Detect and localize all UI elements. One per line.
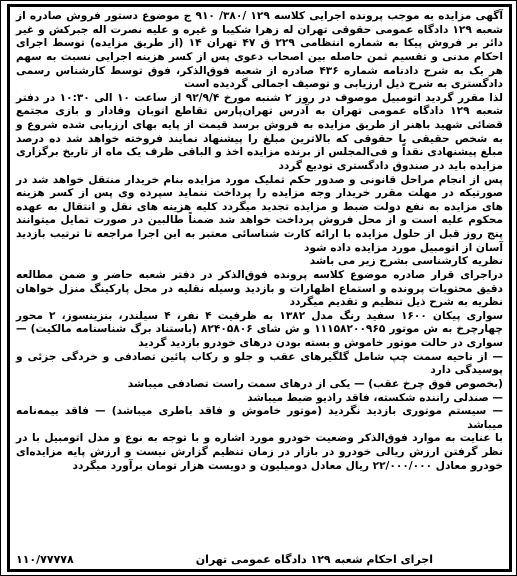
notice-footer [16, 553, 503, 567]
notice-paragraph: نظریه کارشناسی بشرح زیر می باشد [309, 255, 503, 268]
notice-paragraph: لذا مقرر گردید اتومبیل موصوف در روز ۲ شنبه مورخ ۹۲/۹/۴ از ساعت ۱۰ الی ۱۰:۳۰ در دفتر شعبه ۱۲۹ دادگاه عمومی تهران به آدرس تهران‌پارس تقاطع اتوبان وفادار و بازی مجتمع قضائی شهید باهنر از طریق مزایده به فروش برسد قیمت از پایه بهای ارزیابی شده شروع و به شخص حقیقی یا حقوقی که بالاترین مبلغ را پیشنهاد نمایند فروخته خواهد شد ده درصد مبلغ پیشنهادی نقداً و فی‌المجلس از برنده مزایده اخذ و الباقی ظرف یک ماه از تاریخ برگزاری مزایده باید در صندوق دادگستری تودیع گردد [16, 91, 504, 172]
notice-paragraph: (بخصوص فوق چرخ عقب) — یکی از درهای سمت راست تصادفی میباشد [127, 377, 503, 390]
reference-number: ۱۱۰/۷۷۷۷۸ [16, 553, 74, 566]
issuer-name: اجرای احکام شعبه ۱۲۹ دادگاه عمومی تهران [195, 553, 433, 566]
auction-notice-box [7, 4, 512, 572]
notice-paragraph: سواری پیکان ۱۶۰۰ سفید رنگ مدل ۱۳۸۲ به ظرفیت ۴ نفر، ۴ سیلندر، بنزینسوز، ۲ محور چهارچرخ به ش موتور ۱۱۱۵۸۲۰۰۹۶۵ و ش شای ۸۲۴۰۵۸۰۶ (باستناد برگ شناسنامه مالکیت) — سواری در حالت موتور خاموش و بسته بودن درهای خودرو بازدید گردید [16, 309, 504, 349]
notice-paragraph: دراجرای قرار صادره موضوع کلاسه پرونده فوق‌الذکر در دفتر شعبه حاضر و ضمن مطالعه دقیق محتویات پرونده و استماع اظهارات و بازدید وسیله نقلیه در محل پارکینگ منزل خواهان نظریه به شرح ذیل تنظیم و تقدیم میگردد [16, 268, 503, 309]
notice-paragraph: پس از انجام مراحل قانونی و صدور حکم تملیک مورد مزایده بنام خریدار منتقل خواهد شد در صورتیکه در مهلت مقرر خریدار وجه مزایده را پرداخت ننماید سپرده وی پس از کسر هزینه های مزایده به نفع دولت ضبط و مزایده تجدید میگردد کلیه هزینه های نقل و انتقال به عهده محکوم علیه است و از محل فروش پرداخت خواهد شد ضمناً طالبین در صورت تمایل میتوانند پنج روز قبل از حلول مزایده با ارائه کارت شناسائی معتبر به این اجرا مراجعه تا ترتیب بازدید آسان از اتومبیل مورد مزایده داده شود [16, 173, 503, 254]
notice-paragraph: آگهی مزایده به موجب پرونده اجرایی کلاسه ۱۲۹ /۳۸۰/ ۹۱۰ ج موضوع دستور فروش صادره از شعبه ۱۲۹ دادگاه عمومی حقوقی تهران له زهرا شکیبا و غیره و علیه نصرت اله جبرکش و غیر دائر بر فروش پیکا به شماره انتظامی ۲۲۹ ق ۴۷ تهران ۱۴ (از طریق مزایده) توسط اجرای احکام مدنی و تقسیم ثمن حاصله بین اصحاب دعوی پس از کسر هزینه اجرایی نسبت به سهم هر یک به شرح دادنامه شماره ۴۳۶ صادره از شعبه فوق‌الذکر، فوق توسط کارشناس رسمی دادگستری به شرح ذیل ارزیابی و توصیف اجمالی گردیده است [16, 10, 503, 91]
notice-paragraph: — از ناحیه سمت چپ شامل گلگیرهای عقب و جلو و رکاب پائین تصادفی و خردگی جزئی و پوسیدگی دارد [16, 350, 503, 377]
notice-paragraph: — سیستم موتوری بازدید نگردید (موتور خاموش و فاقد باطری میباشد) — فاقد بیمه‌نامه میباشد [16, 405, 503, 431]
notice-paragraph: با عنایت به موارد فوق‌الذکر وضعیت خودرو مورد اشاره و با توجه به نوع و مدل اتومبیل با در نظر گرفتن ارزش ریالی خودرو در بازار در زمان تنظیم گزارش نیست و ارزش پایه مزایده‌ای خودرو معادل ۲۲/۰۰۰/۰۰۰ ریال معادل دومیلیون و دویست هزار تومان برآورد میگردد [16, 432, 503, 472]
notice-body [16, 10, 503, 473]
notice-paragraph: — صندلی راننده شکسته، فاقد رادیو ضبط میباشد [247, 391, 503, 404]
